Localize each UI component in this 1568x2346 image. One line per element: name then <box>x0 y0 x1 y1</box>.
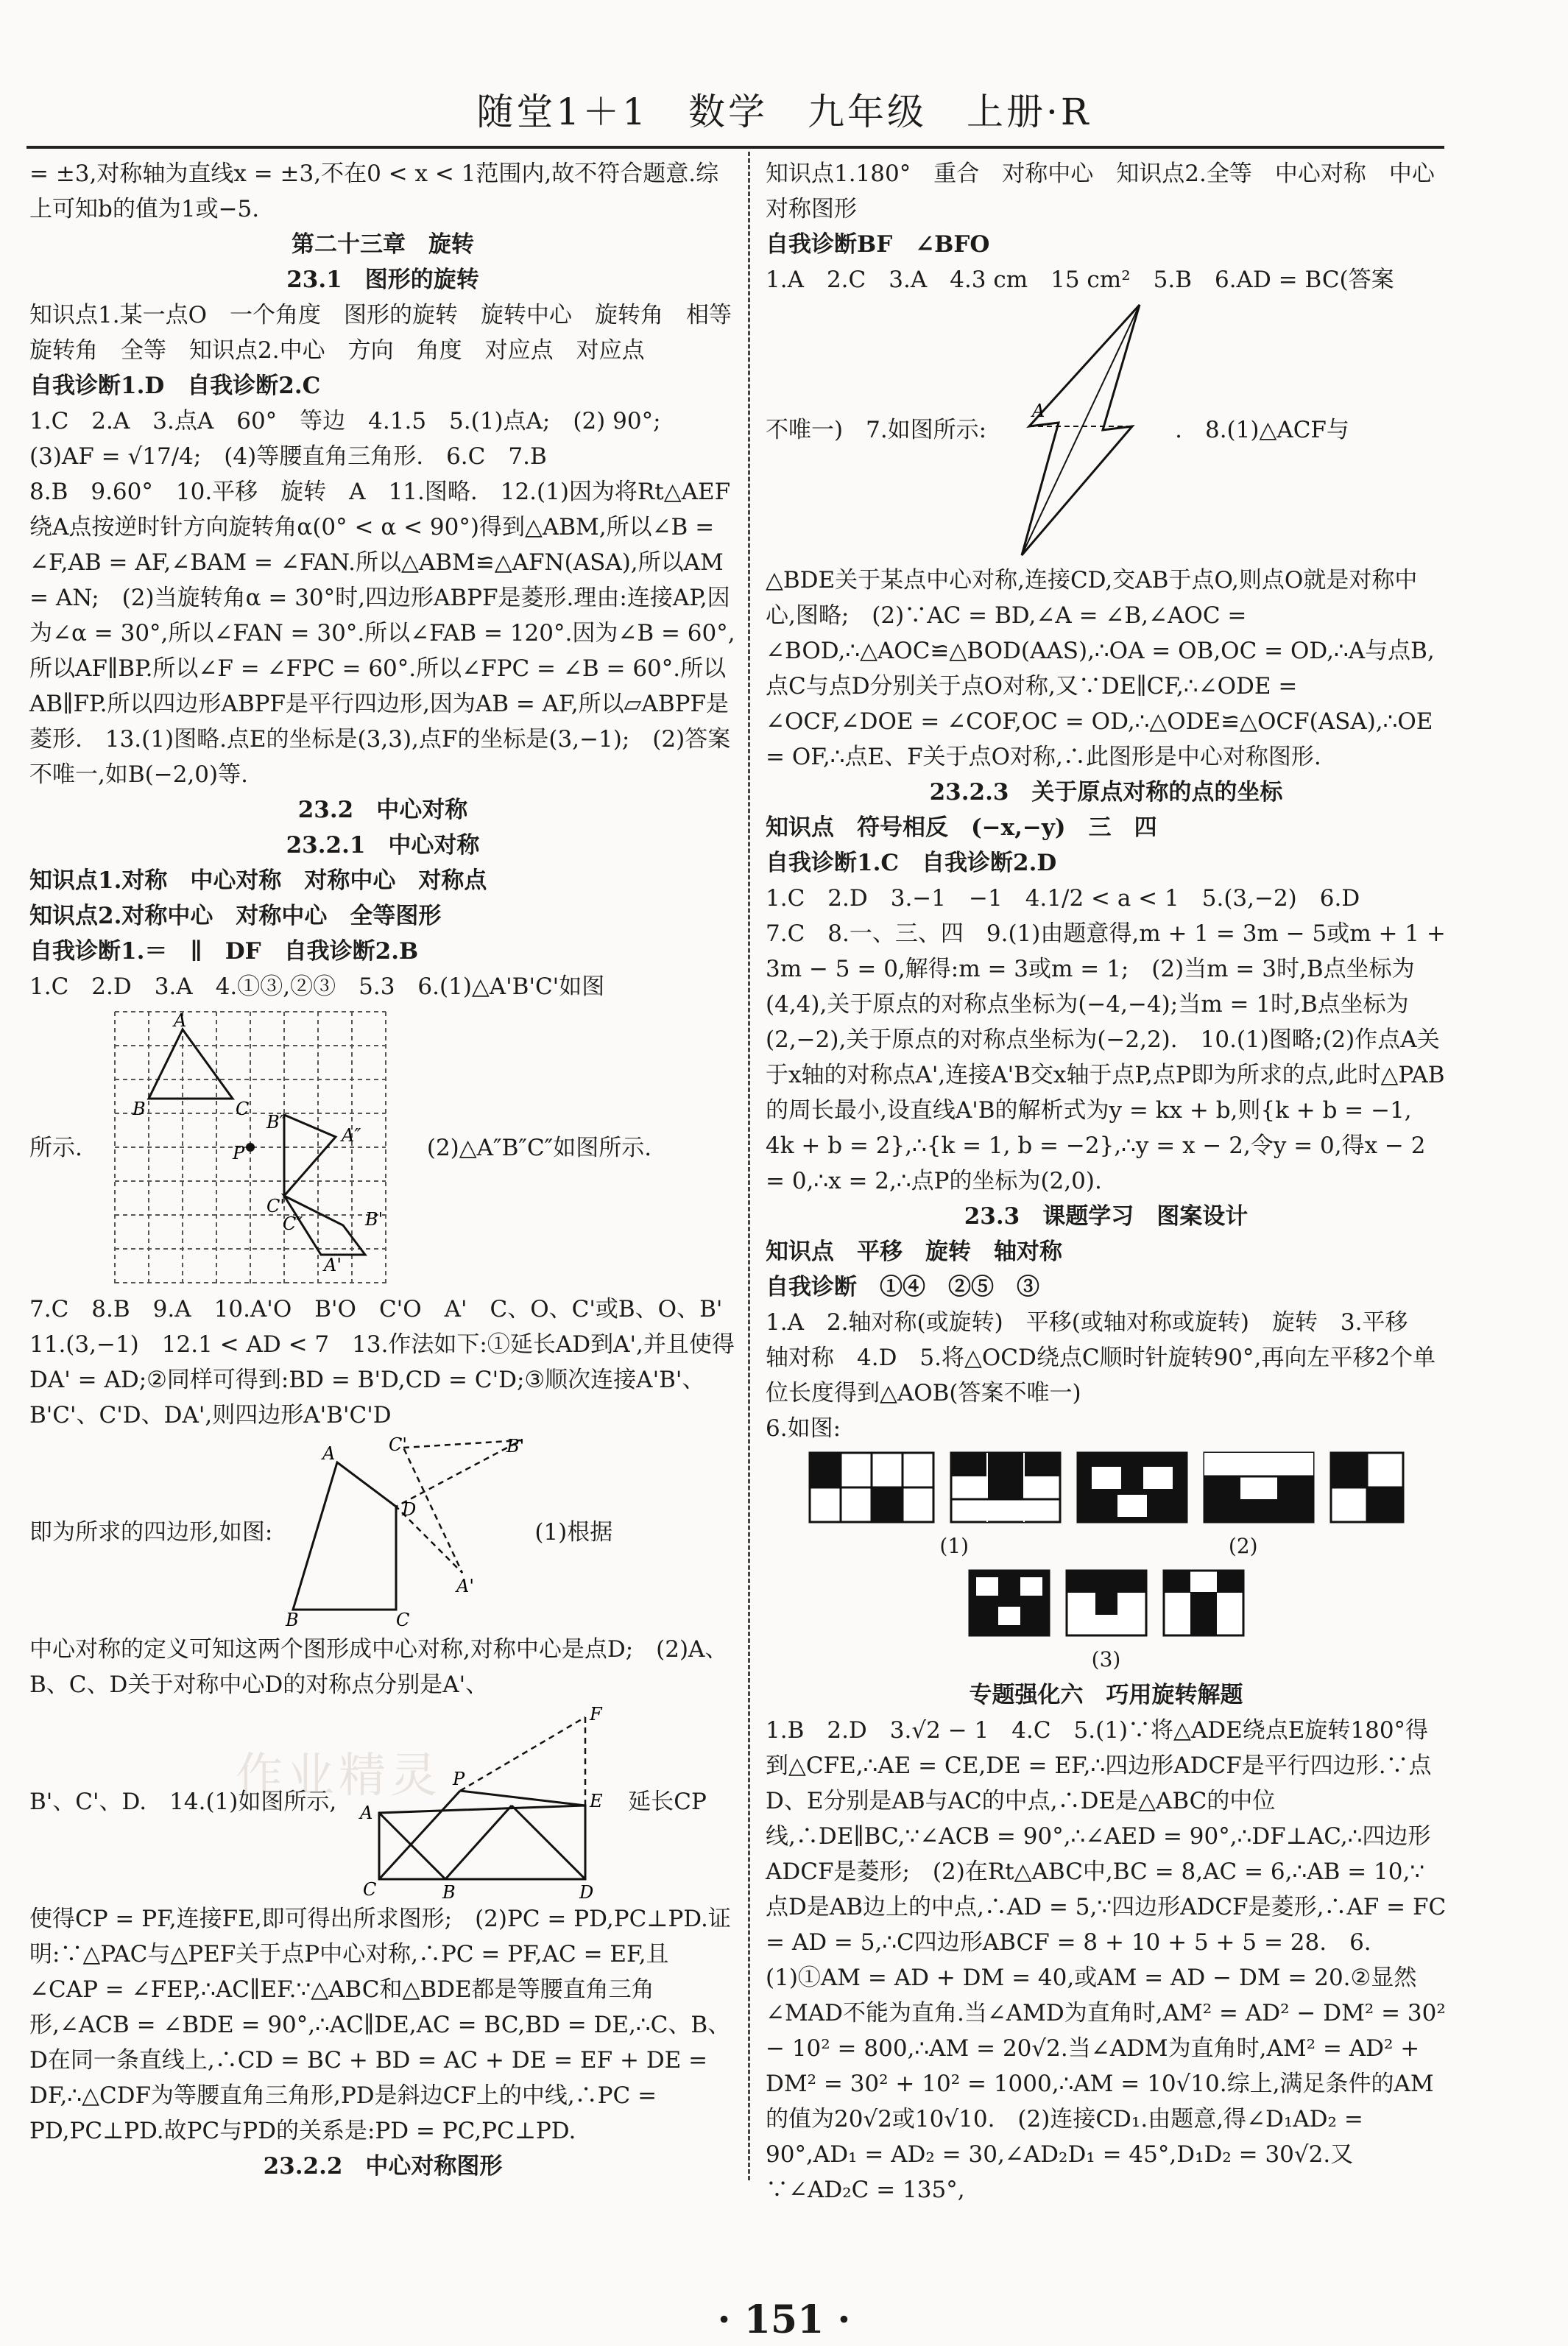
text-block: 7.C 8.一、三、四 9.(1)由题意得,m + 1 = 3m − 5或m + 1 + 3m − 5 = 0,解得:m = 3或m = 1; (2)当m = 3时,B点坐标为(4,4),关于原点的对称点坐标为(−4,−4);当m = 1时,B点坐标为(2,−2),关于原点的对称点坐标为(−2,2). 10.(1)图略;(2)作点A关于x轴的对称点A',连接A'B交x轴于点P,点P即为所求的点,此时△PAB的周长最小,设直线A'B的解析式为y = kx + b,则{k + b = −1, 4k + b = 2},∴{k = 1, b = −2},∴y = x − 2,令y = 0,得x − 2 = 0,∴x = 2,∴点P的坐标为(2,0). <box>766 920 1453 1194</box>
text-block: 1.A 2.轴对称(或旋转) 平移(或轴对称或旋转) 旋转 3.平移 轴对称 4.D 5.将△OCD绕点C顺时针旋转90°,再向左平移2个单位长度得到△AOB(答案不唯一) <box>766 1309 1436 1406</box>
fig14-label: C <box>363 1879 377 1900</box>
fig13-label: A <box>322 1443 336 1464</box>
right-column <box>766 156 1454 2208</box>
fig14-label: B <box>442 1882 456 1903</box>
left-column <box>29 156 755 2184</box>
page-number: · 151 · <box>717 2297 851 2342</box>
pattern-tile <box>1066 1570 1147 1636</box>
figure-rectangle-triangles <box>350 1702 615 1901</box>
watermark: 作业精灵 <box>236 1749 442 1803</box>
fig6-label: B <box>132 1099 146 1119</box>
text-block: 自我诊断1.D 自我诊断2.C <box>29 373 321 399</box>
text-block: 知识点 平移 旋转 轴对称 <box>766 1239 1062 1265</box>
header-rule <box>27 146 1444 149</box>
text-block: 1.C 2.D 3.A 4.①③,②③ 5.3 6.(1)△A'B'C'如图 <box>29 973 605 1000</box>
fig13-label: C' <box>389 1434 408 1455</box>
pattern-tiles-row <box>766 1570 1447 1636</box>
pattern-tile <box>950 1452 1061 1523</box>
text-inline: B'、C'、D. 14.(1)如图所示, <box>29 1789 337 1815</box>
fig6-label: B' <box>364 1209 384 1230</box>
pattern-tiles-row <box>766 1452 1447 1523</box>
figure-grid-triangles <box>100 1004 409 1292</box>
text-inline: (2)△A″B″C″如图所示. <box>426 1135 652 1161</box>
pattern-tile <box>1204 1452 1314 1523</box>
text-block: 知识点1.180° 重合 对称中心 知识点2.全等 中心对称 中心对称图形 <box>766 161 1435 222</box>
column-divider <box>748 152 750 2180</box>
text-inline: 不唯一) 7.如图所示: <box>766 417 987 443</box>
fig13-label: B' <box>506 1436 525 1456</box>
section-heading: 23.2.1 中心对称 <box>286 832 480 859</box>
chapter-heading: 第二十三章 旋转 <box>292 231 474 258</box>
text-inline: 即为所求的四边形,如图: <box>29 1519 273 1546</box>
fig6-label: C' <box>266 1196 285 1216</box>
text-block: 8.B 9.60° 10.平移 旋转 A 11.图略. 12.(1)因为将Rt△AEF绕A点按逆时针方向旋转角α(0° < α < 90°)得到△ABM,所以∠B = ∠F,AB = AF,∠BAM = ∠FAN.所以△ABM≌△AFN(ASA),所以AM = AN; (2)当旋转角α = 30°时,四边形ABPF是菱形.理由:连接AP,因为∠α = 30°,所以∠FAN = 30°.所以∠FAB = 120°.因为∠B = 60°,所以AF∥BP.所以∠F = ∠FPC = 60°.所以∠FPC = ∠B = 60°.所以AB∥FP.所以四边形ABPF是平行四边形,因为AB = AF,所以▱ABPF是菱形. 13.(1)图略.点E的坐标是(3,3),点F的坐标是(3,−1); (2)答案不唯一,如B(−2,0)等. <box>29 479 735 788</box>
figure-quadrilateral <box>286 1433 525 1632</box>
text-block: 知识点2.对称中心 对称中心 全等图形 <box>29 903 442 929</box>
text-block: 自我诊断1.C 自我诊断2.D <box>766 850 1057 876</box>
fig14-label: D <box>579 1882 594 1903</box>
fig14-label: E <box>590 1791 603 1811</box>
text-block: 6.如图: <box>766 1415 841 1442</box>
pattern-tile <box>969 1570 1050 1636</box>
pattern-tile <box>1163 1570 1244 1636</box>
fig13-label: C <box>396 1610 410 1630</box>
figure-central-symmetric <box>1000 297 1162 563</box>
section-heading: 23.3 课题学习 图案设计 <box>964 1203 1249 1230</box>
text-block: = ±3,对称轴为直线x = ±3,不在0 < x < 1范围内,故不符合题意.综上可知b的值为1或−5. <box>29 161 719 222</box>
pattern-tile <box>809 1452 934 1523</box>
section-heading: 23.2.2 中心对称图形 <box>263 2153 503 2180</box>
text-block: 1.C 2.D 3.−1 −1 4.1/2 < a < 1 5.(3,−2) 6.D <box>766 885 1360 912</box>
text-block: 知识点 符号相反 (−x,−y) 三 四 <box>766 814 1157 841</box>
fig14-label: A <box>360 1803 373 1823</box>
text-block: 中心对称的定义可知这两个图形成中心对称,对称中心是点D; (2)A、B、C、D关于对称中心D的对称点分别是A'、 <box>29 1636 728 1698</box>
figure-caption: (2) <box>1228 1534 1258 1558</box>
text-block: 1.A 2.C 3.A 4.3 cm 15 cm² 5.B 6.AD = BC(答案 <box>766 267 1394 293</box>
text-inline: . 8.(1)△ACF与 <box>1175 417 1349 443</box>
fig6-label: C <box>235 1099 250 1119</box>
section-heading: 23.2 中心对称 <box>297 797 468 823</box>
fig13-label: A' <box>456 1576 475 1596</box>
pattern-tile <box>1077 1452 1187 1523</box>
text-block: 使得CP = PF,连接FE,即可得出所求图形; (2)PC = PD,PC⊥PD.证明:∵△PAC与△PEF关于点P中心对称,∴PC = PF,AC = EF,且∠CAP = ∠FEP,∴AC∥EF.∵△ABC和△BDE都是等腰直角三角形,∠ACB = ∠BDE = 90°,∴AC∥DE,AC = BC,BD = DE,∴C、B、D在同一条直线上,∴CD = BC + BD = AC + DE = EF + DE = DF,∴△CDF为等腰直角三角形,PD是斜边CF上的中线,∴PC = PD,PC⊥PD.故PC与PD的关系是:PD = PC,PC⊥PD. <box>29 1906 731 2144</box>
text-block: 1.B 2.D 3.√2 − 1 4.C 5.(1)∵将△ADE绕点E旋转180°得到△CFE,∴AE = CE,DE = EF,∴四边形ADCF是平行四边形.∵点D、E分别是AB与AC的中点,∴DE是△ABC的中位线,∴DE∥BC,∵∠ACB = 90°,∴∠AED = 90°,∴DF⊥AC,∴四边形ADCF是菱形; (2)在Rt△ABC中,BC = 8,AC = 6,∴AB = 10,∵点D是AB边上的中点,∴AD = 5,∵四边形ADCF是菱形,∴AF = FC = AD = 5,∴C四边形ABCF = 8 + 10 + 5 + 5 = 28. 6.(1)①AM = AD + DM = 40,或AM = AD − DM = 20.②显然∠MAD不能为直角.当∠AMD为直角时,AM² = AD² − DM² = 30² − 10² = 800,∴AM = 20√2.当∠ADM为直角时,AM² = AD² + DM² = 30² + 10² = 1000,∴AM = 10√10.综上,满足条件的AM的值为20√2或10√10. (2)连接CD₁.由题意,得∠D₁AD₂ = 90°,AD₁ = AD₂ = 30,∠AD₂D₁ = 45°,D₁D₂ = 30√2.又∵∠AD₂C = 135°, <box>766 1717 1454 2203</box>
text-inline: (1)根据 <box>534 1519 613 1546</box>
page-header-title: 随堂1＋1 数学 九年级 上册·R <box>476 91 1092 133</box>
text-block: 知识点1.某一点O 一个角度 图形的旋转 旋转中心 旋转角 相等 旋转角 全等 知识点2.中心 方向 角度 对应点 对应点 <box>29 302 755 364</box>
fig6-label: A″ <box>341 1125 361 1146</box>
figure-caption: (3) <box>1091 1647 1121 1672</box>
pattern-tile <box>1330 1452 1404 1523</box>
text-inline: 所示. <box>29 1135 82 1161</box>
text-block: △BDE关于某点中心对称,连接CD,交AB于点O,则点O就是对称中心,图略; (2)∵AC = BD,∠A = ∠B,∠AOC = ∠BOD,∴△AOC≌△BOD(AAS),∴OA = OB,OC = OD,∴A与点B,点C与点D分别关于点O对称,又∵DE∥CF,∴∠ODE = ∠OCF,∠DOE = ∠COF,OC = OD,∴△ODE≌△OCF(ASA),∴OE = OF,∴点E、F关于点O对称,∴此图形是中心对称图形. <box>766 567 1441 770</box>
text-block: 自我诊断BF ∠BFO <box>766 231 990 258</box>
text-block: 自我诊断 ①④ ②⑤ ③ <box>766 1274 1039 1300</box>
fig6-label: P <box>232 1143 245 1163</box>
fig7-label: A <box>1032 401 1045 421</box>
figure-caption: (1) <box>939 1534 970 1558</box>
fig6-label: B″ <box>266 1112 286 1133</box>
fig14-label: P <box>453 1769 465 1789</box>
fig6-label: C″ <box>282 1213 303 1234</box>
fig13-label: B <box>286 1610 299 1630</box>
section-heading: 专题强化六 巧用旋转解题 <box>969 1682 1243 1708</box>
fig14-label: F <box>590 1704 602 1725</box>
text-block: 1.C 2.A 3.点A 60° 等边 4.1.5 5.(1)点A; (2) 90°; (3)AF = √17/4; (4)等腰直角三角形. 6.C 7.B <box>29 408 684 470</box>
fig6-label: A <box>173 1010 187 1031</box>
text-block: 自我诊断1.＝ ∥ DF 自我诊断2.B <box>29 938 419 965</box>
fig13-label: D <box>402 1499 417 1520</box>
section-heading: 23.1 图形的旋转 <box>286 267 479 293</box>
text-block: 知识点1.对称 中心对称 对称中心 对称点 <box>29 867 487 894</box>
text-inline: 延长CP <box>628 1789 707 1815</box>
text-block: 7.C 8.B 9.A 10.A'O B'O C'O A' C、O、C'或B、O、B' 11.(3,−1) 12.1 < AD < 7 13.作法如下:①延长AD到A',并且使得DA' = AD;②同样可得到:BD = B'D,CD = C'D;③顺次连接A'B'、B'C'、C'D、DA',则四边形A'B'C'D <box>29 1296 746 1429</box>
fig6-label: A' <box>323 1255 342 1275</box>
section-heading: 23.2.3 关于原点对称的点的坐标 <box>929 779 1283 806</box>
